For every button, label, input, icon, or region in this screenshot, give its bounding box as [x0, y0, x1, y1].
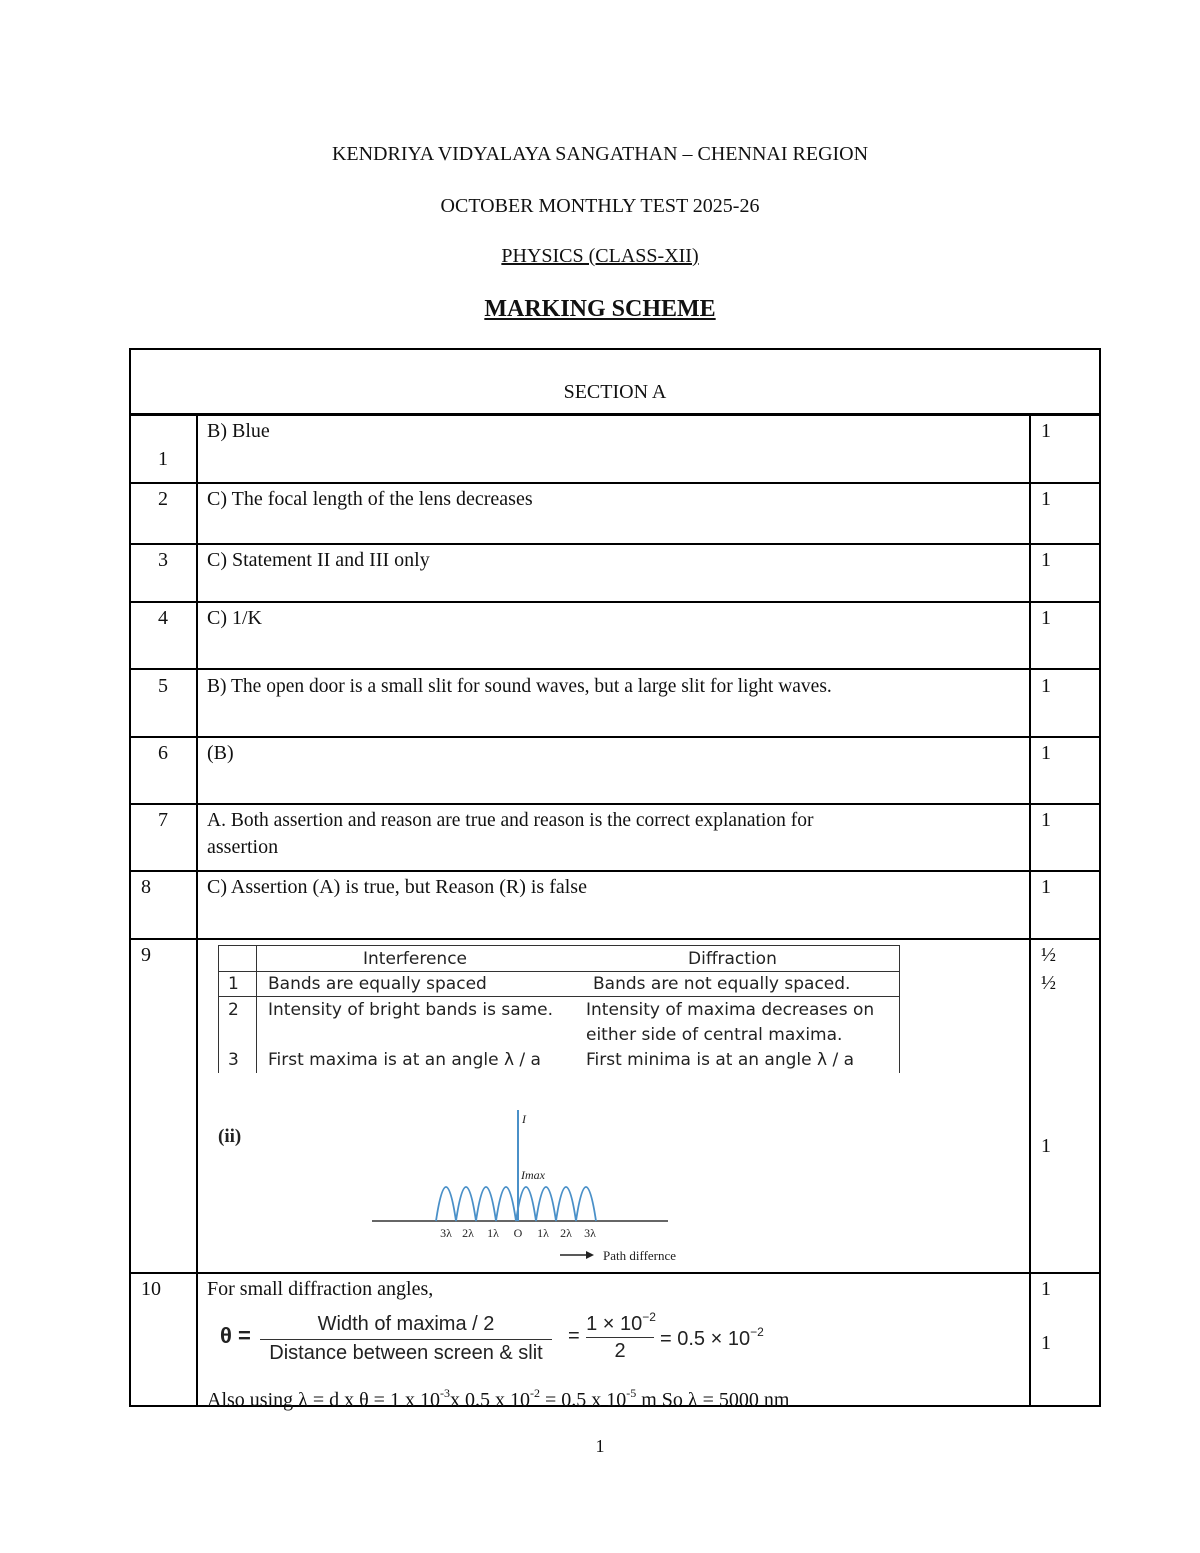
row-number: 1: [228, 974, 239, 994]
row-number: 3: [228, 1050, 239, 1070]
question-number: 5: [158, 675, 168, 697]
tick-label: 3λ: [584, 1226, 596, 1240]
header-diffraction: Diffraction: [688, 949, 777, 969]
equals-sign: =: [568, 1325, 580, 1347]
question-number: 4: [158, 607, 168, 629]
answer-text: (B): [207, 742, 234, 764]
school-heading: KENDRIYA VIDYALAYA SANGATHAN – CHENNAI REGION: [331, 143, 869, 165]
marks: 1: [1041, 549, 1051, 571]
answer-text: C) 1/K: [207, 607, 262, 629]
marks: 1: [1041, 1135, 1051, 1157]
marks: 1: [1041, 675, 1051, 697]
question-number: 9: [141, 944, 151, 966]
answer-text-line2: assertion: [207, 836, 279, 858]
wavelength-calculation: Also using λ = d x θ = 1 x $10^{-3}x$ 0.5 x $10^{-2} = 0.5$ x $10^{-5}$ m So λ = 5000 nm: [207, 1386, 790, 1411]
comparison-table: [218, 945, 900, 1073]
interference-point: Intensity of bright bands is same.: [268, 1000, 554, 1020]
tick-label: 1λ: [537, 1226, 549, 1240]
marks: 1: [1041, 420, 1051, 442]
tick-label: 3λ: [440, 1226, 452, 1240]
marks: ½: [1041, 972, 1056, 994]
interference-point: First maxima is at an angle λ / a: [268, 1050, 541, 1070]
fraction-denominator: Distance between screen & slit: [269, 1342, 543, 1364]
question-number: 7: [158, 809, 168, 831]
theta-symbol: θ =: [220, 1323, 251, 1348]
answer-text: B) Blue: [207, 420, 270, 442]
marks: 1: [1041, 1332, 1051, 1354]
interference-point: Bands are equally spaced: [268, 974, 487, 994]
tick-label: 2λ: [462, 1226, 474, 1240]
marks: 1: [1041, 607, 1051, 629]
diffraction-point: First minima is at an angle λ / a: [586, 1050, 854, 1070]
document-title: MARKING SCHEME: [484, 296, 716, 322]
marks: 1: [1041, 809, 1051, 831]
diffraction-point-line1: Intensity of maxima decreases on: [586, 1000, 875, 1020]
question-number: 10: [141, 1278, 161, 1300]
x-axis-label: Path differnce: [603, 1248, 677, 1263]
y-axis-label: I: [522, 1112, 526, 1126]
section-heading: SECTION A: [563, 381, 667, 403]
answer-text: B) The open door is a small slit for sound waves, but a large slit for light waves.: [207, 676, 832, 697]
diffraction-point-line2: either side of central maxima.: [586, 1025, 843, 1045]
answer-text: C) Statement II and III only: [207, 549, 430, 571]
question-number: 3: [158, 549, 168, 571]
tick-label: O: [513, 1226, 523, 1240]
marks: 1: [1041, 876, 1051, 898]
answer-text: C) The focal length of the lens decreases: [207, 488, 533, 510]
marks: 1: [1041, 1278, 1051, 1300]
formula-result: = $0.5 \times 10^{-2}$: [660, 1325, 764, 1350]
header-interference: Interference: [363, 949, 468, 969]
part-label: (ii): [218, 1126, 242, 1147]
diffraction-point: Bands are not equally spaced.: [593, 974, 851, 994]
tick-label: 2λ: [560, 1226, 572, 1240]
question-number: 8: [141, 876, 151, 898]
arrowhead-icon: [586, 1251, 594, 1259]
subject-heading: PHYSICS (CLASS-XII): [501, 245, 699, 267]
answer-intro: For small diffraction angles,: [207, 1278, 434, 1300]
answer-text: C) Assertion (A) is true, but Reason (R) is false: [207, 876, 587, 898]
question-number: 1: [158, 448, 168, 470]
tick-label: 1λ: [487, 1226, 499, 1240]
answer-text-line1: A. Both assertion and reason are true and reason is the correct explanation for: [207, 810, 814, 831]
peak-label: Imax: [521, 1168, 545, 1182]
test-heading: OCTOBER MONTHLY TEST 2025-26: [440, 195, 760, 217]
marks: 1: [1041, 488, 1051, 510]
question-number: 6: [158, 742, 168, 764]
fraction2-denominator: 2: [614, 1340, 626, 1362]
fraction-numerator: Width of maxima / 2: [317, 1313, 495, 1335]
page-number: 1: [595, 1436, 605, 1456]
marks: ½: [1041, 944, 1056, 966]
fringe-curve: [436, 1187, 596, 1221]
question-number: 2: [158, 488, 168, 510]
intensity-graph: [210, 1100, 730, 1270]
row-number: 2: [228, 1000, 239, 1020]
marks: 1: [1041, 742, 1051, 764]
fraction2-numerator: $1 \times 10^{-2}$: [586, 1310, 656, 1335]
